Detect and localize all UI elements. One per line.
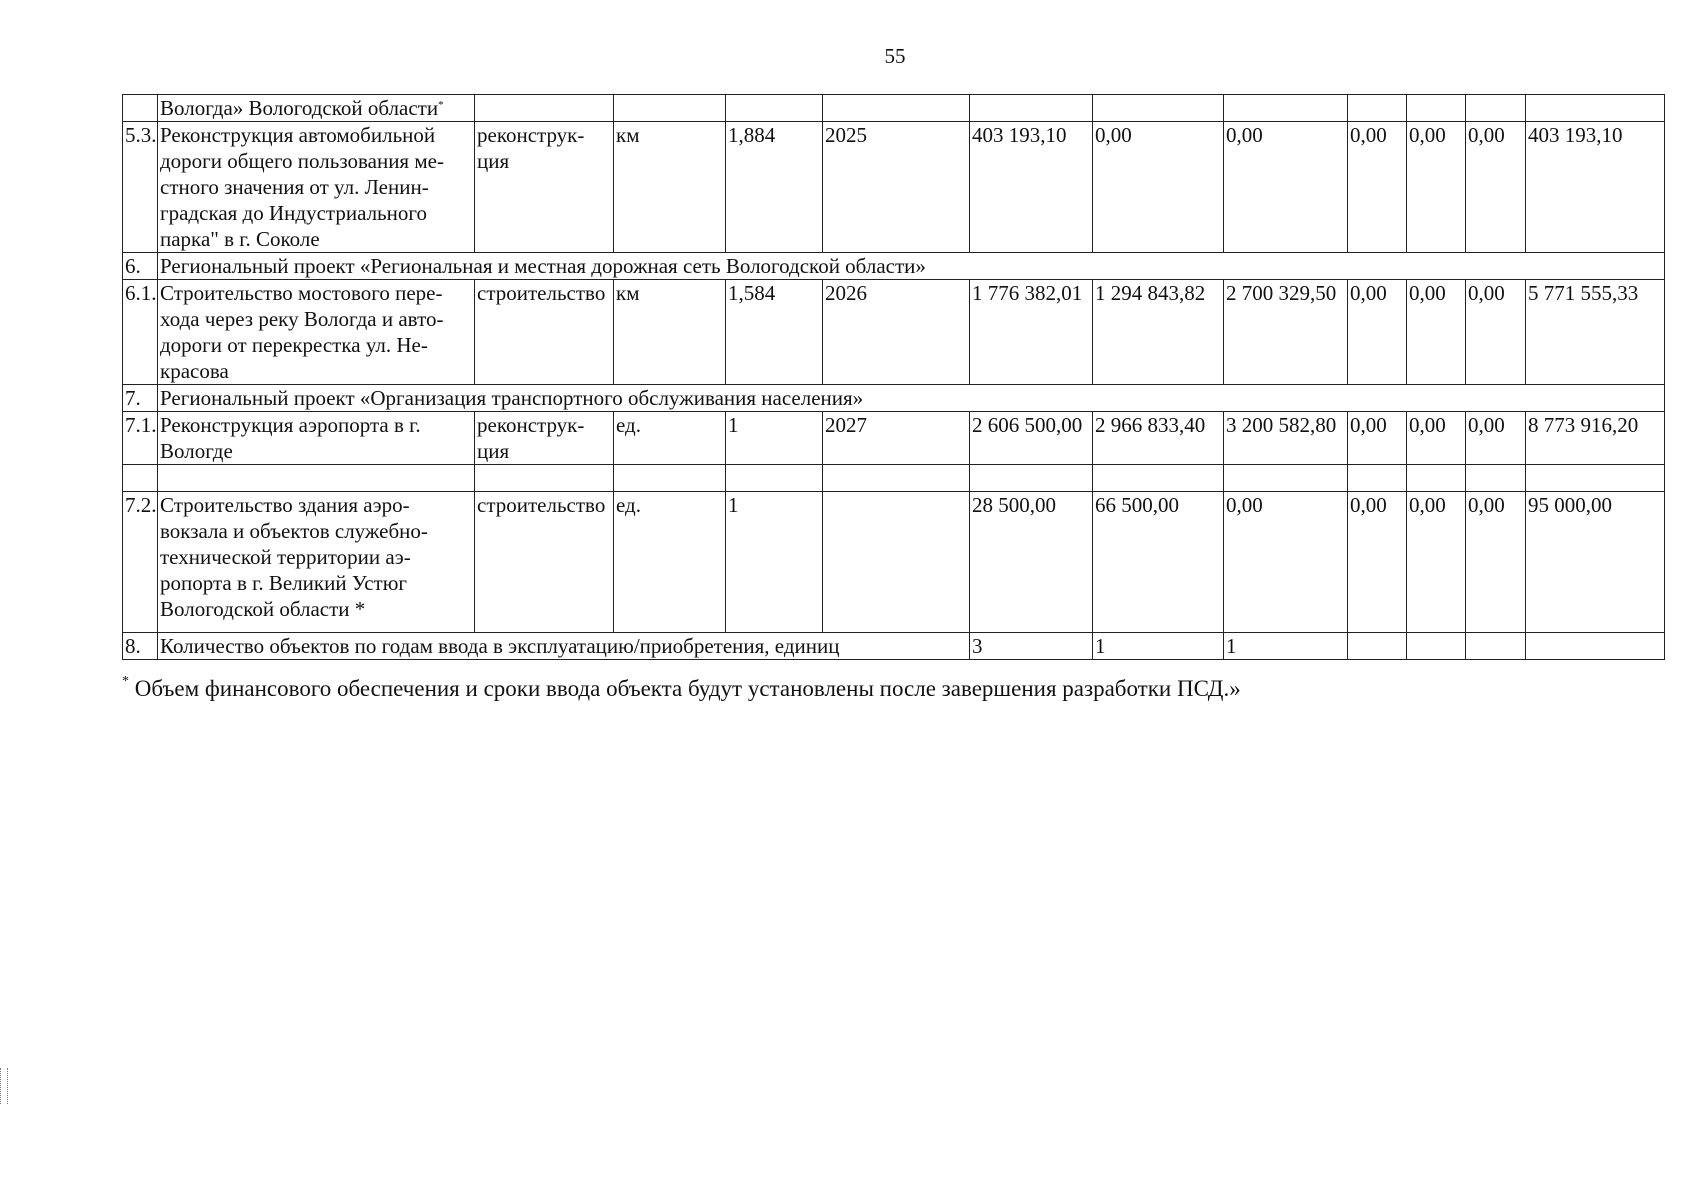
cell-year-1: 1 776 382,01 bbox=[970, 280, 1093, 385]
table-row-8 bbox=[123, 633, 1665, 660]
cell-unit: ед. bbox=[614, 492, 726, 633]
cell-year-5: 0,00 bbox=[1407, 492, 1466, 633]
cell-year-1: 28 500,00 bbox=[970, 492, 1093, 633]
page-number: 55 bbox=[884, 44, 906, 68]
cell-year-1: 2 606 500,00 bbox=[970, 412, 1093, 465]
table-row-continuation bbox=[123, 95, 1665, 122]
cell-year: 2026 bbox=[823, 280, 970, 385]
cell-year-3: 0,00 bbox=[1224, 122, 1348, 253]
footnote bbox=[122, 676, 1241, 702]
cell-year: 2025 bbox=[823, 122, 970, 253]
cell-year-4: 0,00 bbox=[1348, 412, 1407, 465]
cell-year-1: 403 193,10 bbox=[970, 122, 1093, 253]
table-row-empty bbox=[123, 465, 1665, 492]
cell-num: 8. bbox=[123, 633, 158, 660]
cell-work-type: строительство bbox=[475, 492, 614, 633]
cell-year-6: 0,00 bbox=[1466, 122, 1526, 253]
footnote-mark: * bbox=[122, 674, 129, 689]
table-row-5-3 bbox=[123, 122, 1665, 253]
cell-capacity: 1 bbox=[726, 492, 823, 633]
cell-num: 5.3. bbox=[123, 122, 158, 253]
cell-year-6: 0,00 bbox=[1466, 412, 1526, 465]
investment-objects-table bbox=[122, 94, 1665, 660]
cell-capacity: 1 bbox=[726, 412, 823, 465]
cell-year-6: 0,00 bbox=[1466, 280, 1526, 385]
cell-work-type: строительство bbox=[475, 280, 614, 385]
table-row-7-2 bbox=[123, 492, 1665, 633]
cell-year-4: 0,00 bbox=[1348, 280, 1407, 385]
cell-num: 6. bbox=[123, 253, 158, 280]
cell-year-2: 2 966 833,40 bbox=[1093, 412, 1224, 465]
cell-num: 6.1. bbox=[123, 280, 158, 385]
cell-year-3: 1 bbox=[1224, 633, 1348, 660]
cell-unit: ед. bbox=[614, 412, 726, 465]
cell-total: 8 773 916,20 bbox=[1526, 412, 1665, 465]
cell-year-6: 0,00 bbox=[1466, 492, 1526, 633]
cell-year bbox=[823, 492, 970, 633]
cell-year-2: 66 500,00 bbox=[1093, 492, 1224, 633]
cell-year-5: 0,00 bbox=[1407, 412, 1466, 465]
cell-year-1: 3 bbox=[970, 633, 1093, 660]
table-row-section-6 bbox=[123, 253, 1665, 280]
cell-year-3: 0,00 bbox=[1224, 492, 1348, 633]
cell-year-5: 0,00 bbox=[1407, 122, 1466, 253]
cell-year: 2027 bbox=[823, 412, 970, 465]
cell-num: 7.1. bbox=[123, 412, 158, 465]
cell-year-3: 2 700 329,50 bbox=[1224, 280, 1348, 385]
table-row-7-1 bbox=[123, 412, 1665, 465]
cell-num bbox=[123, 95, 158, 122]
cell-total: 5 771 555,33 bbox=[1526, 280, 1665, 385]
binding-margin-mark bbox=[0, 1068, 8, 1104]
cell-year-2: 0,00 bbox=[1093, 122, 1224, 253]
cell-work-type: реконструк-ция bbox=[475, 122, 614, 253]
cell-capacity: 1,584 bbox=[726, 280, 823, 385]
footnote-mark: * bbox=[438, 99, 444, 111]
cell-num: 7.2. bbox=[123, 492, 158, 633]
cell-unit: км bbox=[614, 280, 726, 385]
cell-year-5: 0,00 bbox=[1407, 280, 1466, 385]
cell-num: 7. bbox=[123, 385, 158, 412]
cell-object-name: Строительство здания аэро-вокзала и объектов служебно-технической территории аэ-ропорта в г. Великий Устюг Вологодской области * bbox=[158, 492, 475, 633]
table-row-6-1 bbox=[123, 280, 1665, 385]
cell-object-name: Вологда» Вологодской области* bbox=[158, 95, 475, 122]
section-title: Региональный проект «Региональная и местная дорожная сеть Вологодской области» bbox=[158, 253, 1665, 280]
cell-capacity: 1,884 bbox=[726, 122, 823, 253]
cell-object-name: Реконструкция автомобильной дороги общего пользования ме-стного значения от ул. Ленин-градская до Индустриального парка" в г. Соколе bbox=[158, 122, 475, 253]
cell-year-4: 0,00 bbox=[1348, 492, 1407, 633]
cell-work-type: реконструк-ция bbox=[475, 412, 614, 465]
cell-object-name: Реконструкция аэропорта в г. Вологде bbox=[158, 412, 475, 465]
objects-count-title: Количество объектов по годам ввода в эксплуатацию/приобретения, единиц bbox=[158, 633, 970, 660]
cell-object-name: Строительство мостового пере-хода через реку Вологда и авто-дороги от перекрестка ул. Не-красова bbox=[158, 280, 475, 385]
cell-total: 95 000,00 bbox=[1526, 492, 1665, 633]
cell-total: 403 193,10 bbox=[1526, 122, 1665, 253]
table-row-section-7 bbox=[123, 385, 1665, 412]
cell-unit: км bbox=[614, 122, 726, 253]
cell-year-4: 0,00 bbox=[1348, 122, 1407, 253]
section-title: Региональный проект «Организация транспортного обслуживания населения» bbox=[158, 385, 1665, 412]
cell-year-3: 3 200 582,80 bbox=[1224, 412, 1348, 465]
cell-year-2: 1 294 843,82 bbox=[1093, 280, 1224, 385]
footnote-text: Объем финансового обеспечения и сроки ввода объекта будут установлены после завершения разработки ПСД.» bbox=[134, 676, 1241, 701]
cell-year-2: 1 bbox=[1093, 633, 1224, 660]
